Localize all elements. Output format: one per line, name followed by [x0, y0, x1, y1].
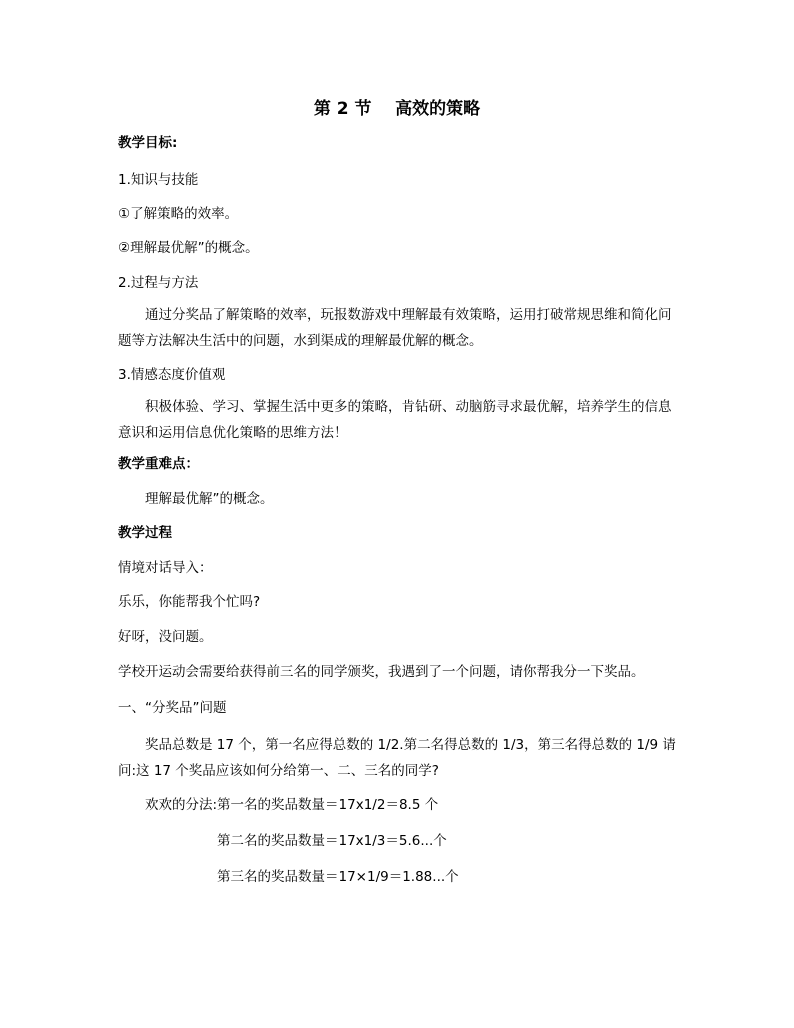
key-points-text: 理解最优解”的概念。: [145, 491, 274, 507]
intro-label: 情境对话导入：: [118, 560, 213, 576]
problem-heading: 一、“分奖品”问题: [118, 700, 227, 716]
section3-paragraph: 积极体验、学习、掌握生活中更多的策略，肯钻研、动脑筋寻求最优解，培养学生的信息意识和运用信息优化策略的思维方法！: [118, 399, 672, 441]
document-title: 第 2 节 高效的策略: [313, 99, 481, 119]
goal-item-2: ②理解最优解”的概念。: [118, 240, 259, 256]
goals-heading: 教学目标:: [118, 135, 178, 151]
process-heading: 教学过程: [118, 525, 172, 541]
section2-paragraph: 通过分奖品了解策略的效率，玩报数游戏中理解最有效策略，运用打破常规思维和简化问题等方法解决生活中的问题，水到渠成的理解最优解的概念。: [118, 307, 672, 349]
section2-heading: 2.过程与方法: [118, 275, 199, 291]
method-line-1: 欢欢的分法:第一名的奖品数量＝17x1/2＝8.5 个: [145, 797, 439, 813]
dialog-line-1: 乐乐，你能帮我个忙吗?: [118, 594, 261, 610]
key-points-heading: 教学重难点：: [118, 456, 199, 472]
method-line-3: 第三名的奖品数量＝17×1/9＝1.88...个: [217, 869, 459, 885]
section1-heading: 1.知识与技能: [118, 172, 199, 188]
dialog-line-2: 好呀，没问题。: [118, 629, 213, 645]
section3-heading: 3.情感态度价值观: [118, 367, 226, 383]
method-line-2: 第二名的奖品数量＝17x1/3＝5.6...个: [217, 833, 447, 849]
dialog-line-3: 学校开运动会需要给获得前三名的同学颁奖，我遇到了一个问题，请你帮我分一下奖品。: [118, 664, 645, 680]
goal-item-1: ①了解策略的效率。: [118, 206, 239, 222]
problem-paragraph: 奖品总数是 17 个，第一名应得总数的 1/2.第二名得总数的 1/3，第三名得总数的 1/9 请问:这 17 个奖品应该如何分给第一、二、三名的同学?: [118, 737, 676, 779]
